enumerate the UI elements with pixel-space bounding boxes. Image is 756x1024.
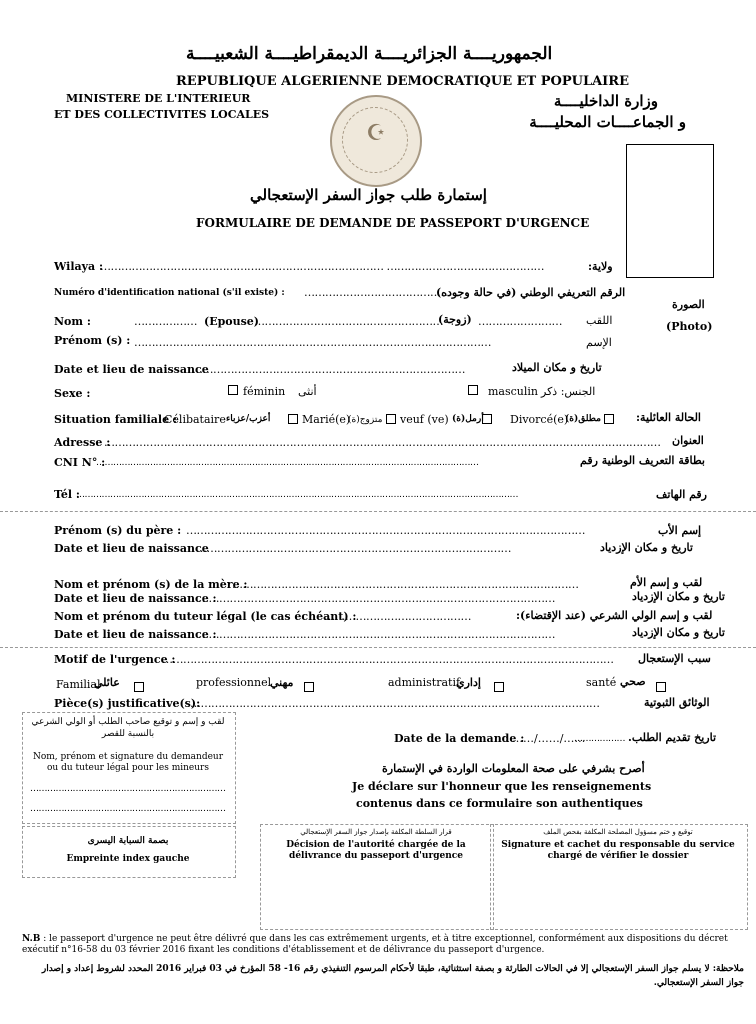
jins-label: الجنس: ذكر xyxy=(541,385,596,398)
tel-line[interactable]: ………………………………………………………………………………………………………………………………………… xyxy=(76,490,518,500)
demandeur-signature-fr: Nom, prénom et signature du demandeur ou du tuteur légal pour les mineurs xyxy=(32,752,224,773)
title-ar: إستمارة طلب جواز السفر الإستعجالي xyxy=(250,186,487,204)
verification-ar: توقيع و ختم مسؤول المصلحة المكلفة بفحص الملف xyxy=(543,828,693,836)
epouse-line[interactable]: ……………………………………………… xyxy=(254,315,443,328)
masculin-checkbox[interactable] xyxy=(468,385,478,395)
header-fr-republic: REPUBLIQUE ALGERIENNE DEMOCRATIQUE ET POPULAIRE xyxy=(176,74,629,89)
divider-2 xyxy=(0,647,756,648)
wilaya-label-ar: ولاية: xyxy=(588,260,613,273)
empreinte-fr: Empreinte index gauche xyxy=(66,854,190,864)
motif-label-fr: Motif de l'urgence : xyxy=(54,653,176,666)
situation-label-fr: Situation familiale : xyxy=(54,413,177,426)
motif-line[interactable]: ………………………………………………………………………………………………………………… xyxy=(162,653,614,666)
photo-label-fr: (Photo) xyxy=(666,320,713,333)
adresse-label-ar: العنوان xyxy=(672,434,704,447)
dob2-label-ar: تاريخ و مكان الإزدياد xyxy=(600,541,693,554)
veuf-label: veuf (ve) xyxy=(400,413,449,426)
nin-label-ar: الرقم التعريفي الوطني (في حالة وجوده) xyxy=(436,286,626,299)
familial-ar-label: عائلي xyxy=(94,676,120,689)
celibataire-ar-label: أعزب/عزباء xyxy=(226,414,271,424)
sante-checkbox[interactable] xyxy=(656,682,666,692)
celibataire-label: Célibataire xyxy=(164,413,226,426)
divorce-label: Divorcé(e) xyxy=(510,413,569,426)
footer-nb-fr xyxy=(22,934,744,956)
nin-line[interactable]: …………………………………… xyxy=(304,286,451,299)
untha-label: أنثى xyxy=(298,385,317,398)
epouse-label: (Epouse) xyxy=(204,315,260,328)
nin-label-fr: Numéro d'identification national (s'il existe) : xyxy=(54,288,285,298)
photo-label-ar: الصورة xyxy=(672,298,705,311)
pere-line[interactable]: …………………………………………………………………………………………………… xyxy=(186,524,585,537)
date-demande-line[interactable]: ……/……/…… xyxy=(512,732,586,745)
date-demande-label-fr: Date de la demande : xyxy=(394,732,525,745)
feminin-label: féminin xyxy=(243,385,286,398)
verification-fr: Signature et cachet du responsable du service chargé de vérifier le dossier xyxy=(501,840,735,861)
dob4-label-fr: Date et lieu de naissance : xyxy=(54,628,217,641)
dob-label-ar: تاريخ و مكان الميلاد xyxy=(512,361,602,374)
footer-nb-ar: ملاحظة: لا يسلم جواز السفر الإستعجالي إلا في الحالات الطارئة و بصفة استثنائية، طبقا لأحكام المرسوم التنفيذي رقم 16- 58 المؤرخ في 03 فبراير 2016 المحدد لشروط إعداد و إصدار جواز السفر الإستعجالي. xyxy=(41,964,744,988)
situation-label-ar: الحالة العائلية: xyxy=(636,411,701,424)
divorce-checkbox[interactable] xyxy=(604,414,614,424)
professionnel-ar-label: مهني xyxy=(270,676,294,689)
dob3-label-fr: Date et lieu de naissance : xyxy=(54,592,217,605)
motif-label-ar: سبب الإستعجال xyxy=(638,652,711,665)
laqab-line[interactable]: …………………… xyxy=(478,315,562,328)
administratif-ar-label: إداري xyxy=(456,676,481,689)
empreinte-ar: بصمة السبابة اليسرى xyxy=(87,836,169,846)
demandeur-signature-line-2[interactable]: …………………………………………………………… xyxy=(30,804,226,814)
dob4-label-ar: تاريخ و مكان الإزدياد xyxy=(632,626,725,639)
pieces-label-ar: الوثائق الثبوتية xyxy=(644,696,710,709)
dob3-line[interactable]: ………………………………………………………………………………………… xyxy=(198,592,555,605)
prenom-line[interactable]: ………………………………………………………………………………………… xyxy=(134,336,491,349)
mere-label-fr: Nom et prénom (s) de la mère : xyxy=(54,578,248,591)
dob4-line[interactable]: ………………………………………………………………………………………… xyxy=(198,628,555,641)
wilaya-label-fr: Wilaya : xyxy=(54,260,104,273)
tuteur-label-fr: Nom et prénom du tuteur légal (le cas échéant) : xyxy=(54,610,357,623)
wilaya-line[interactable]: ……………………………………………………………………… ……………………………………… xyxy=(100,260,544,273)
cni-label-ar: بطاقة التعريف الوطنية رقم xyxy=(580,454,705,467)
tuteur-line[interactable]: …………………………………… xyxy=(324,610,471,623)
date-demande-label-ar: تاريخ تقديم الطلب. xyxy=(628,731,717,744)
footer-nb-text: : le passeport d'urgence ne peut être délivré que dans les cas extrêmement urgents, et à titre exceptionnel, conformément aux dispositions du décret exécutif n°16-58 du 03 février 2016 fixant les conditions d'établissement et de délivrance du passeport d'urgence. xyxy=(22,934,728,955)
header-ar-republic: الجمهوريــــة الجزائريــــة الديمقراطيــــة الشعبيــــة xyxy=(186,44,553,64)
ism-label: الإسم xyxy=(586,336,612,349)
declaration-fr-1: Je déclare sur l'honneur que les renseignements xyxy=(352,780,652,793)
tel-label-fr: Tél : xyxy=(54,488,80,501)
prenom-label-fr: Prénom (s) : xyxy=(54,334,131,347)
tuteur-label-ar: لقب و إسم الولي الشرعي (عند الإقتضاء): xyxy=(516,609,713,622)
laqab-label: اللقب xyxy=(586,314,613,327)
dob-line[interactable]: …………………………………………………………………… xyxy=(192,363,465,376)
photo-box xyxy=(626,144,714,278)
familial-checkbox[interactable] xyxy=(134,682,144,692)
adresse-line[interactable]: …………………………………………………………………………………………………………………………………………… xyxy=(104,436,661,449)
tel-label-ar: رقم الهاتف xyxy=(656,488,707,501)
marie-checkbox[interactable] xyxy=(386,414,396,424)
masculin-label: masculin xyxy=(488,385,538,398)
dob2-label-fr: Date et lieu de naissance xyxy=(54,542,209,555)
familial-label: Familial xyxy=(56,678,101,691)
empreinte-box xyxy=(22,826,236,878)
veuf-ar-label: أرمل(ة) xyxy=(452,414,484,424)
zawja-label: (زوجة) xyxy=(438,313,472,326)
adresse-label-fr: Adresse : xyxy=(54,436,111,449)
demandeur-signature-ar: لقب و إسم و توقيع صاحب الطلب أو الولي الشرعي بالنسبة للقصر xyxy=(31,717,225,739)
sexe-label-fr: Sexe : xyxy=(54,387,91,400)
decision-fr: Décision de l'autorité chargée de la délivrance du passeport d'urgence xyxy=(286,840,466,861)
header-ar-ministry-2: و الجماعــــات المحليــــة xyxy=(529,113,686,131)
mere-label-ar: لقب و إسم الأم xyxy=(630,576,703,589)
divider-1 xyxy=(0,511,756,512)
date-demande-line-2[interactable]: ……………… xyxy=(574,734,625,744)
celibataire-checkbox[interactable] xyxy=(288,414,298,424)
nom-line[interactable]: ……………… xyxy=(134,315,197,328)
dob2-line[interactable]: ……………………………………………………………………………… xyxy=(196,542,511,555)
nom-label-fr: Nom : xyxy=(54,315,91,328)
divorce-ar-label: مطلق(ة) xyxy=(565,414,601,424)
veuf-checkbox[interactable] xyxy=(482,414,492,424)
title-fr: FORMULAIRE DE DEMANDE DE PASSEPORT D'URGENCE xyxy=(196,216,590,230)
decision-ar: قرار السلطة المكلفة بإصدار جواز السفر الإستعجالي xyxy=(300,828,452,836)
cni-line[interactable]: ……………………………………………………………………………………………………………………… xyxy=(96,458,479,468)
professionnel-checkbox[interactable] xyxy=(304,682,314,692)
cni-label-fr: CNI N° : xyxy=(54,456,106,469)
marie-label: Marié(e) xyxy=(302,413,351,426)
mere-line[interactable]: ……………………………………………………………………………………… xyxy=(232,578,579,591)
header-fr-ministry-1: MINISTERE DE L'INTERIEUR xyxy=(66,92,251,105)
header-ar-ministry-1: وزارة الداخليــــة xyxy=(553,92,658,110)
footer-nb-label: N.B xyxy=(22,934,41,944)
national-emblem: ☪ xyxy=(330,95,422,187)
sante-ar-label: صحي xyxy=(620,675,646,688)
administratif-checkbox[interactable] xyxy=(494,682,504,692)
demandeur-signature-line-1[interactable]: …………………………………………………………… xyxy=(30,784,226,794)
dob3-label-ar: تاريخ و مكان الإزدياد xyxy=(632,590,725,603)
declaration-fr-2: contenus dans ce formulaire son authentiques xyxy=(356,797,643,810)
professionnel-label: professionnel xyxy=(196,676,272,689)
dob-label-fr: Date et lieu de naissance xyxy=(54,363,209,376)
pere-label-ar: إسم الأب xyxy=(658,524,702,537)
feminin-checkbox[interactable] xyxy=(228,385,238,395)
pieces-label-fr: Pièce(s) justificative(s): xyxy=(54,697,201,710)
marie-ar-label: متزوج(ة) xyxy=(348,415,383,425)
administratif-label: administratif xyxy=(388,676,461,689)
header-fr-ministry-2: ET DES COLLECTIVITES LOCALES xyxy=(54,108,270,121)
sante-label: santé xyxy=(586,676,617,689)
pere-label-fr: Prénom (s) du père : xyxy=(54,524,182,537)
declaration-ar: أصرح بشرفي على صحة المعلومات الواردة في الإستمارة xyxy=(382,762,645,775)
pieces-line[interactable]: ……………………………………………………………………………………………………… xyxy=(190,697,600,710)
